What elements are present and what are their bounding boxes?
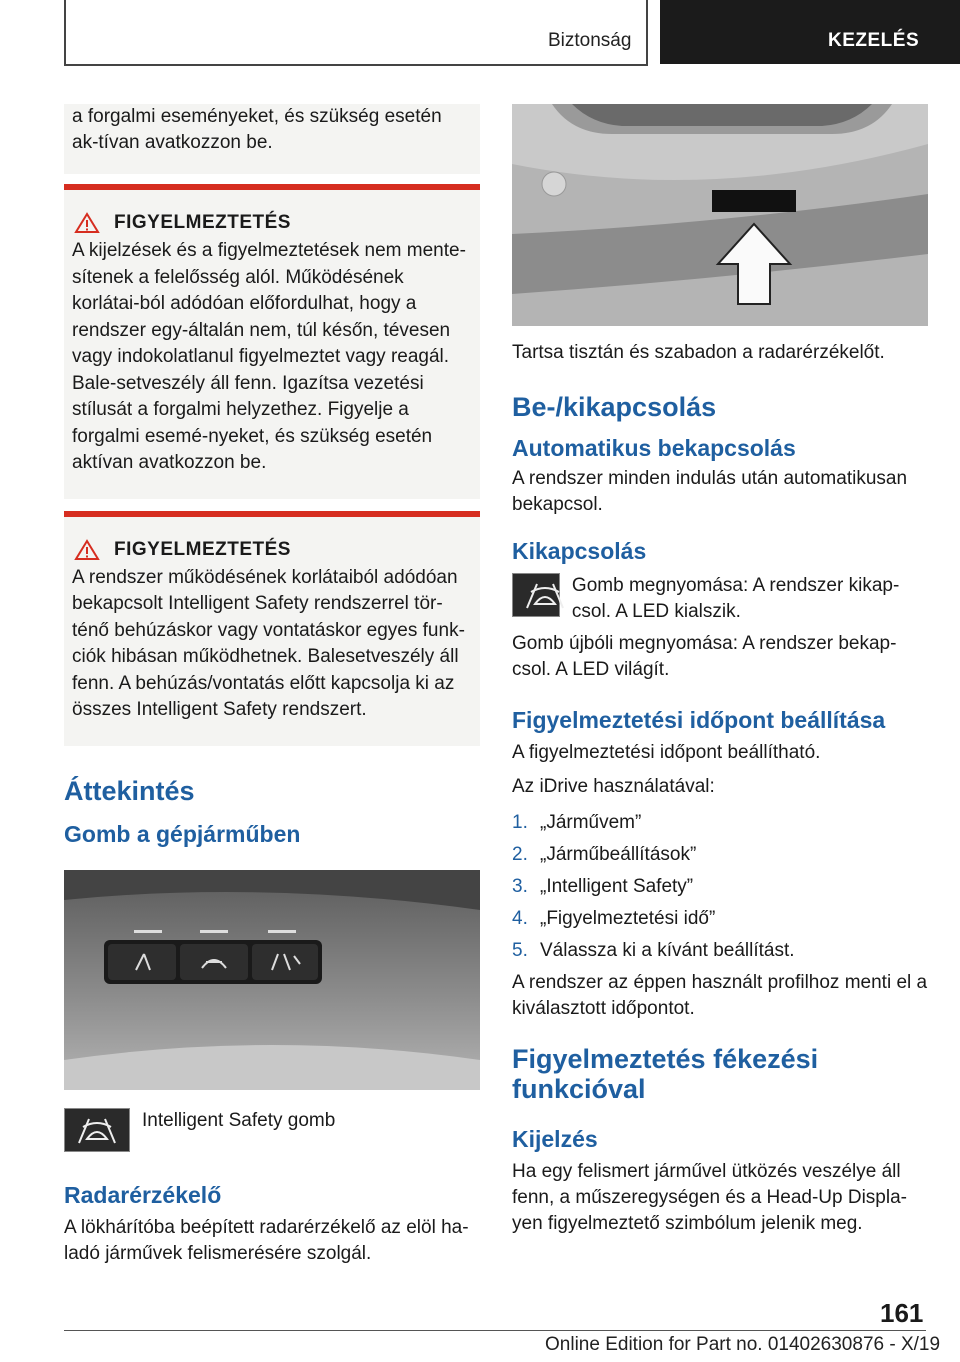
radar-photo bbox=[512, 104, 928, 326]
page-header bbox=[0, 0, 960, 66]
idrive-text: Az iDrive használatával: bbox=[512, 776, 715, 797]
caption-row bbox=[64, 1108, 480, 1152]
list-item: 4. „Figyelmeztetési idő” bbox=[512, 908, 716, 929]
warning-triangle-icon bbox=[74, 539, 100, 561]
radar-text: A lökhárítóba beépített radarérzékelő az elöl ha-ladó járművek felismerésére szolgál. bbox=[64, 1216, 469, 1264]
footer-rule bbox=[64, 1330, 926, 1331]
header-right-rule bbox=[646, 0, 648, 66]
auto-on-text: A rendszer minden indulás után automatikusan bekapcsol. bbox=[512, 468, 908, 515]
list-item: 3. „Intelligent Safety” bbox=[512, 876, 694, 897]
list-item: 2. „Járműbeállítások” bbox=[512, 844, 697, 865]
radar-photo-caption: Tartsa tisztán és szabadon a radarérzékelőt. bbox=[512, 342, 885, 363]
button-caption: Intelligent Safety gomb bbox=[142, 1109, 336, 1131]
switch-on-again-text: Gomb újbóli megnyomása: A rendszer bekap-csol. A LED világít. bbox=[512, 633, 897, 680]
onoff-heading: Be-/kikapcsolás bbox=[512, 392, 717, 422]
display-heading: Kijelzés bbox=[512, 1126, 598, 1152]
warning-box-1 bbox=[64, 184, 480, 499]
radar-heading: Radarérzékelő bbox=[64, 1181, 222, 1208]
list-item: 1. „Járművem” bbox=[512, 812, 642, 833]
button-heading: Gomb a gépjárműben bbox=[64, 820, 301, 847]
left-column bbox=[64, 104, 480, 1267]
warning-box-2 bbox=[64, 511, 480, 746]
list-item: 5. Válassza ki a kívánt beállítást. bbox=[512, 940, 795, 961]
right-column bbox=[512, 104, 928, 1237]
warning-text: A kijelzések és a figyelmeztetések nem mente-sítenek a felelősség alól. Működésének korlátai-ból adódóan előfordulhat, hogy a rendszer egy-általán nem, túl későn, tévesen vagy indokolatlanul figyelmeztet vagy reagál. Bale-setveszély áll fenn. Igazítsa vezetési stílusát a forgalmi helyzethez. Figyelje a forgalmi esemé-nyeket, és szükség esetén aktívan avatkozzon be. bbox=[72, 240, 466, 473]
section-title: Biztonság bbox=[548, 30, 632, 51]
overview-heading: Áttekintés bbox=[64, 775, 195, 806]
chapter-title: KEZELÉS bbox=[828, 30, 920, 51]
bumper-radar-image bbox=[512, 104, 928, 326]
header-underline bbox=[64, 64, 648, 66]
profile-text: A rendszer az éppen használt profilhoz menti el a kiválasztott időpontot. bbox=[512, 972, 928, 1019]
chapter-tab bbox=[660, 0, 960, 64]
display-text: Ha egy felismert járművel ütközés veszélye áll fenn, a műszeregységen és a Head-Up Displa-yen figyelmeztető szimbólum jelenik meg. bbox=[512, 1161, 907, 1234]
switch-off-text: Gomb megnyomása: A rendszer kikap-csol. A LED kialszik. bbox=[571, 575, 900, 622]
steps-list bbox=[512, 810, 928, 964]
brake-warning-heading: Figyelmeztetés fékezési funkcióval bbox=[512, 1044, 819, 1104]
intelligent-safety-button-icon bbox=[64, 1108, 130, 1152]
warning-time-text: A figyelmeztetési időpont beállítható. bbox=[512, 742, 821, 763]
switch-off-row bbox=[512, 573, 928, 625]
warning-title: FIGYELMEZTETÉS bbox=[114, 212, 291, 233]
button-photo bbox=[64, 870, 480, 1090]
edition-text: Online Edition for Part no. 01402630876 - X/19 bbox=[545, 1334, 941, 1355]
warning-triangle-icon bbox=[74, 212, 100, 234]
page-number: 161 bbox=[880, 1298, 924, 1328]
warning-title: FIGYELMEZTETÉS bbox=[114, 538, 291, 560]
warning-text: A rendszer működésének korlátaiból adódóan bekapcsolt Intelligent Safety rendszerrel tör-ténő behúzáskor vagy vontatáskor egyes funk-ciók hibásan működhetnek. Balesetveszély áll fenn. A behúzás/vontatás előtt kapcsolja ki az összes Intelligent Safety rendszert. bbox=[72, 566, 465, 720]
intelligent-safety-button-icon bbox=[512, 573, 560, 617]
switch-off-heading: Kikapcsolás bbox=[512, 538, 647, 564]
intro-text: a forgalmi eseményeket, és szükség esetén ak-tívan avatkozzon be. bbox=[72, 106, 442, 153]
auto-on-heading: Automatikus bekapcsolás bbox=[512, 435, 796, 461]
console-buttons-image bbox=[64, 870, 480, 1090]
header-left-rule bbox=[64, 0, 66, 66]
warning-time-heading: Figyelmeztetési időpont beállítása bbox=[512, 707, 886, 733]
intro-box bbox=[64, 104, 480, 174]
